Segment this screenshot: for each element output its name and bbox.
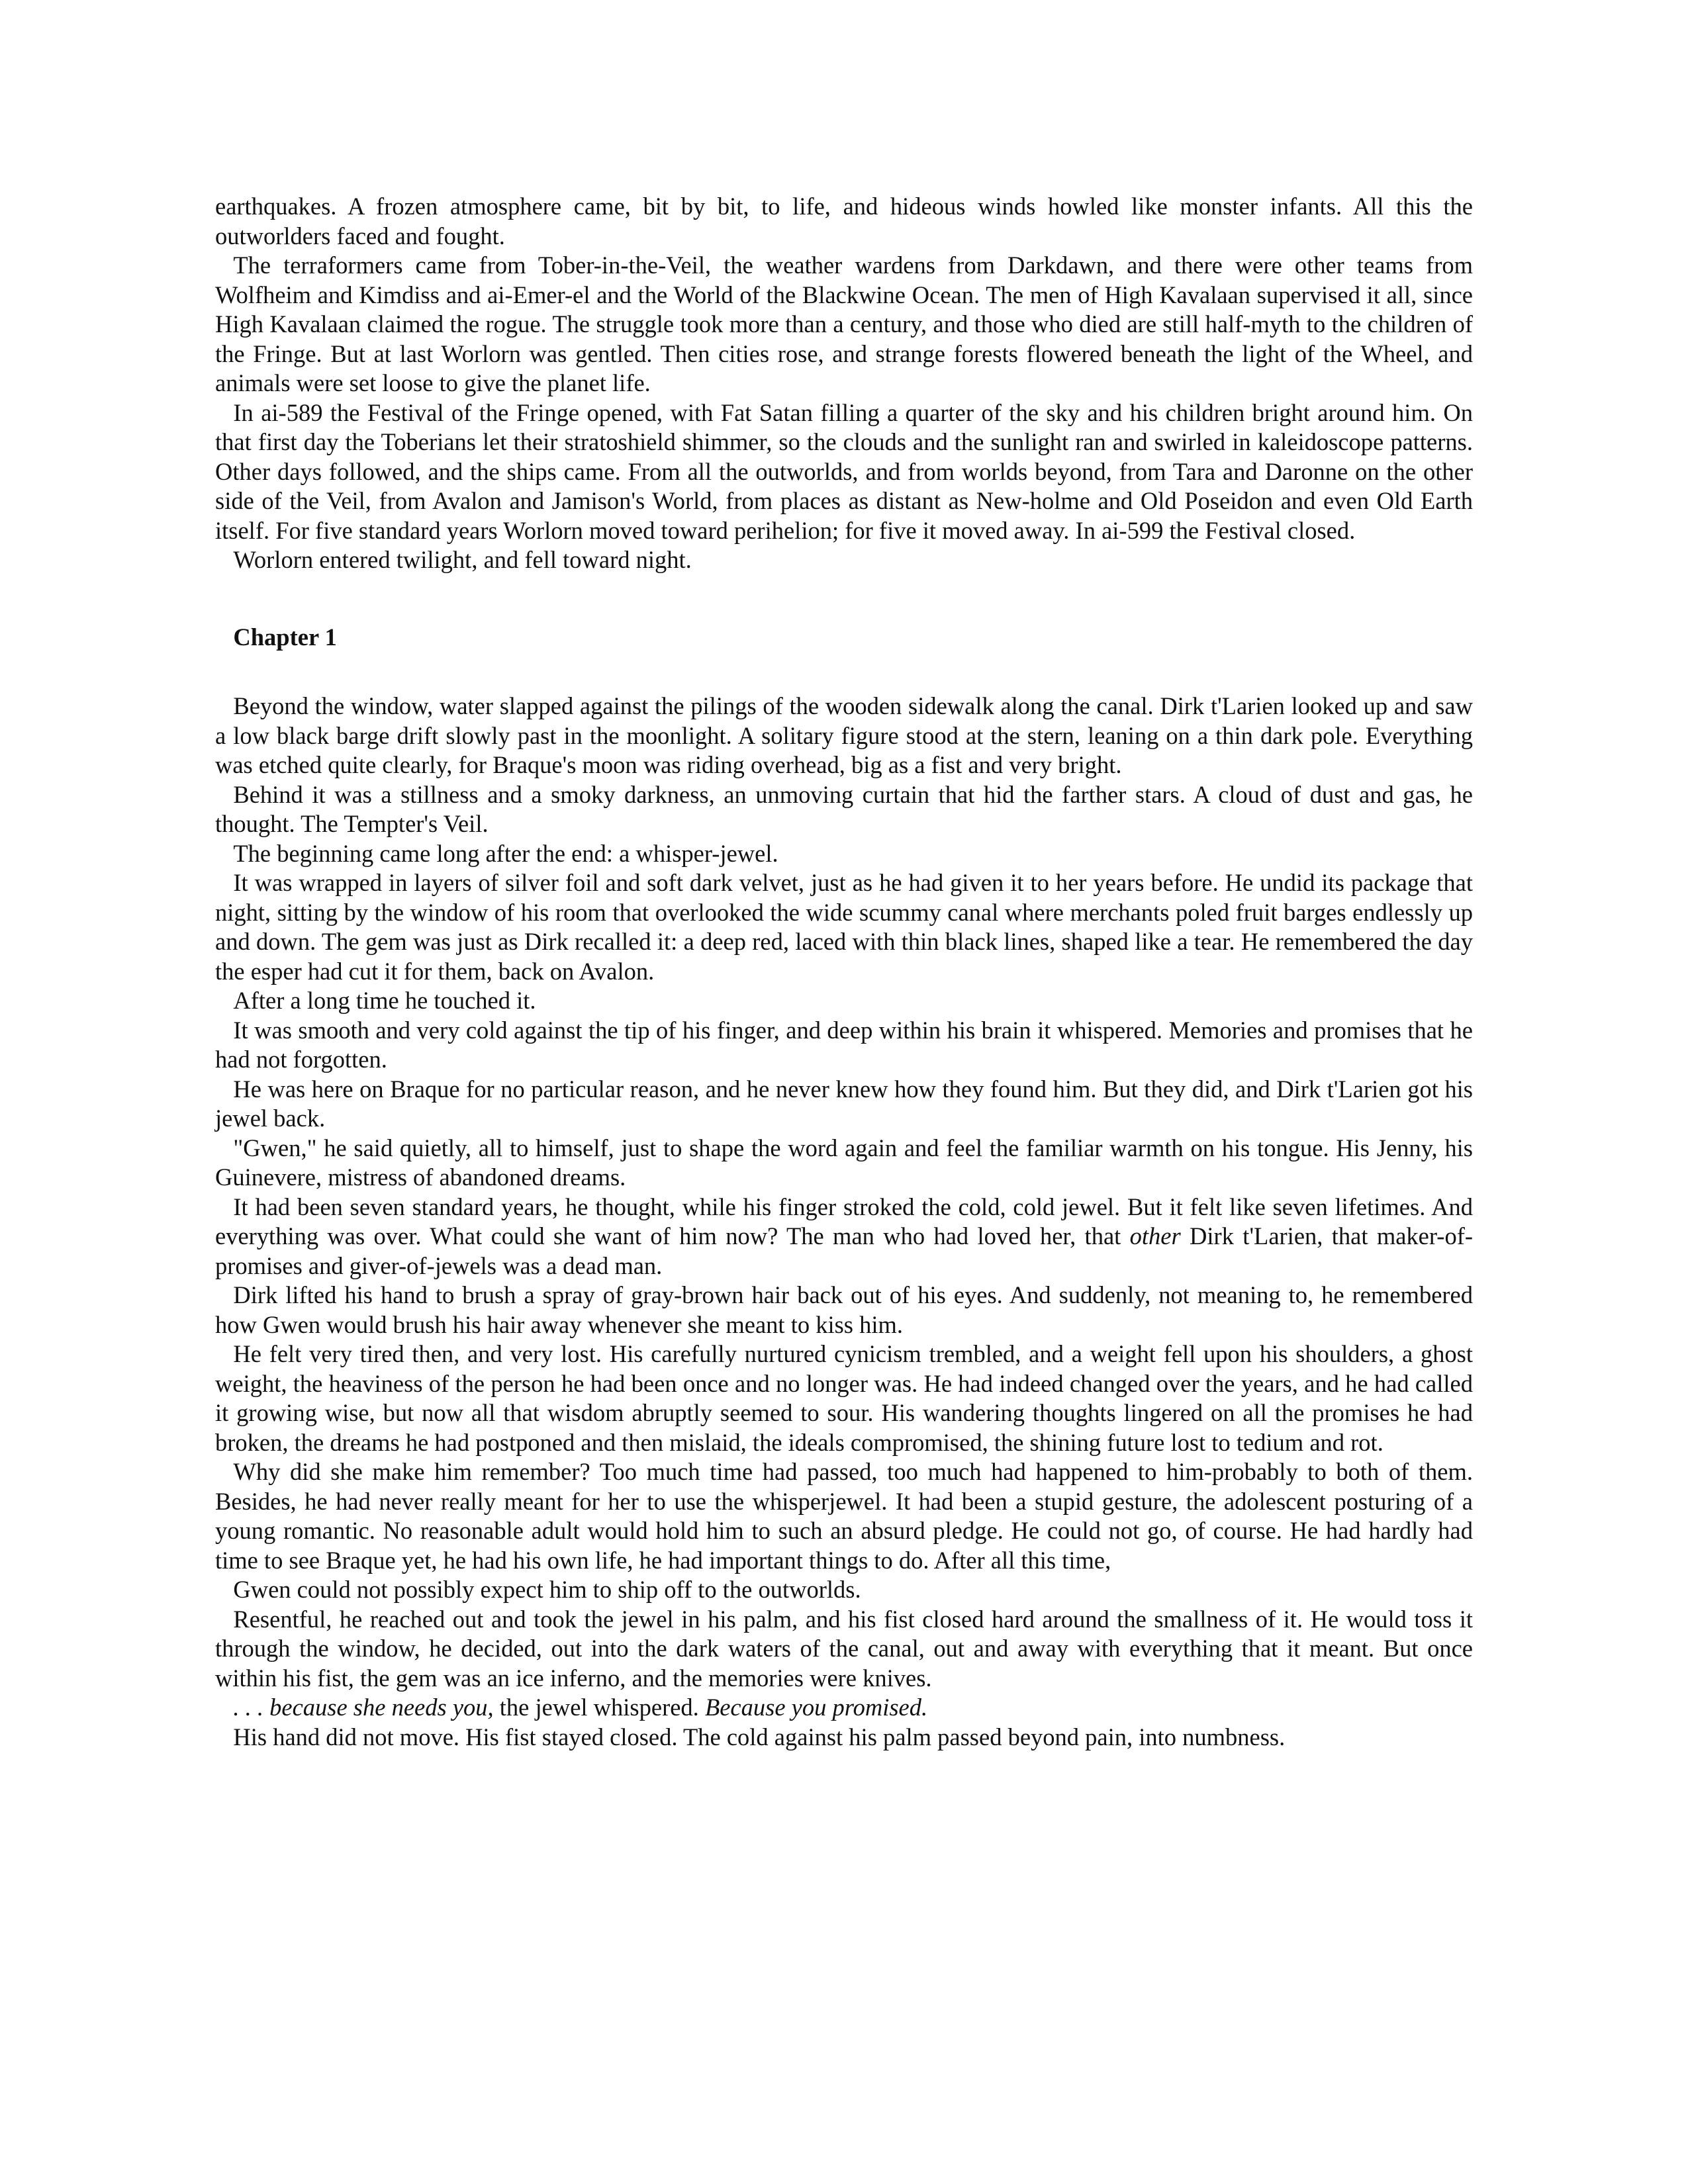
chapter-paragraph-10: Dirk lifted his hand to brush a spray of gray-brown hair back out of his eyes. And suddenly, not meaning to, he remembered how Gwen would brush his hair away whenever she meant to kiss him. <box>215 1281 1473 1338</box>
paragraph-9-text-a: It had been seven standard years, he thought, while his finger stroked the cold, cold jewel. But it felt like seven lifetimes. And everything was over. What could she want of him now? The man who had loved her, that <box>215 1193 1473 1250</box>
paragraph-15-text: the jewel whispered. <box>493 1694 705 1721</box>
paragraph-9-emphasis: other <box>1129 1222 1181 1250</box>
chapter-paragraph-13: Gwen could not possibly expect him to ship off to the outworlds. <box>233 1576 861 1603</box>
chapter-paragraph-7: He was here on Braque for no particular reason, and he never knew how they found him. But they did, and Dirk t'Larien got his jewel back. <box>215 1075 1473 1132</box>
chapter-paragraph-16: His hand did not move. His fist stayed closed. The cold against his palm passed beyond pain, into numbness. <box>233 1723 1286 1751</box>
prologue-paragraph-1: earthquakes. A frozen atmosphere came, bit by bit, to life, and hideous winds howled like monster infants. All this the outworlders faced and fought. <box>215 193 1473 250</box>
chapter-heading: Chapter 1 <box>233 623 337 651</box>
chapter-paragraph-12: Why did she make him remember? Too much time had passed, too much had happened to him-probably to both of them. Besides, he had never really meant for her to use the whisperjewel. It had been a stupid gesture, the adolescent posturing of a young romantic. No reasonable adult would hold him to such an absurd pledge. He could not go, of course. He had hardly had time to see Braque yet, he had his own life, he had important things to do. After all this time, <box>215 1458 1473 1574</box>
prologue-paragraph-4: Worlorn entered twilight, and fell toward night. <box>233 546 692 573</box>
chapter-paragraph-1: Beyond the window, water slapped against the pilings of the wooden sidewalk along the canal. Dirk t'Larien looked up and saw a low black barge drift slowly past in the moonlight. A solitary figure stood at the stern, leaning on a thin dark pole. Everything was etched quite clearly, for Braque's moon was riding overhead, big as a fist and very bright. <box>215 692 1473 778</box>
paragraph-9-text-b: Dirk t'Larien, that maker-of-promises and giver-of-jewels was a dead man. <box>215 1222 1473 1279</box>
chapter-paragraph-8: "Gwen," he said quietly, all to himself, just to shape the word again and feel the familiar warmth on his tongue. His Jenny, his Guinevere, mistress of abandoned dreams. <box>215 1134 1473 1191</box>
chapter-paragraph-4: It was wrapped in layers of silver foil and soft dark velvet, just as he had given it to her years before. He undid its package that night, sitting by the window of his room that overlooked the wide scummy canal where merchants poled fruit barges endlessly up and down. The gem was just as Dirk recalled it: a deep red, laced with thin black lines, shaped like a tear. He remembered the day the esper had cut it for them, back on Avalon. <box>215 869 1473 985</box>
chapter-paragraph-3: The beginning came long after the end: a whisper-jewel. <box>233 839 778 867</box>
paragraph-15-emphasis-1: . . . because she needs you, <box>233 1694 494 1721</box>
prologue-paragraph-2: The terraformers came from Tober-in-the-Veil, the weather wardens from Darkdawn, and there were other teams from Wolfheim and Kimdiss and ai-Emer-el and the World of the Blackwine Ocean. The men of High Kavalaan supervised it all, since High Kavalaan claimed the rogue. The struggle took more than a century, and those who died are still half-myth to the children of the Fringe. But at last Worlorn was gentled. Then cities rose, and strange forests flowered beneath the light of the Wheel, and animals were set loose to give the planet life. <box>215 251 1473 396</box>
chapter-paragraph-14: Resentful, he reached out and took the jewel in his palm, and his fist closed hard around the smallness of it. He would toss it through the window, he decided, out into the dark waters of the canal, out and away with everything that it meant. But once within his fist, the gem was an ice inferno, and the memories were knives. <box>215 1605 1473 1692</box>
book-page <box>215 192 1473 1752</box>
chapter-paragraph-15 <box>215 1693 1473 1723</box>
paragraph-15-emphasis-2: Because you promised. <box>704 1694 928 1721</box>
chapter-paragraph-6: It was smooth and very cold against the tip of his finger, and deep within his brain it whispered. Memories and promises that he had not forgotten. <box>215 1016 1473 1073</box>
chapter-paragraph-9 <box>215 1193 1473 1281</box>
chapter-paragraph-11: He felt very tired then, and very lost. His carefully nurtured cynicism trembled, and a weight fell upon his shoulders, a ghost weight, the heaviness of the person he had been once and no longer was. He had indeed changed over the years, and he had called it growing wise, but now all that wisdom abruptly seemed to sour. His wandering thoughts lingered on all the promises he had broken, the dreams he had postponed and then mislaid, the ideals compromised, the shining future lost to tedium and rot. <box>215 1340 1473 1456</box>
chapter-paragraph-5: After a long time he touched it. <box>233 987 536 1014</box>
prologue-paragraph-3: In ai-589 the Festival of the Fringe opened, with Fat Satan filling a quarter of the sky and his children bright around him. On that first day the Toberians let their stratoshield shimmer, so the clouds and the sunlight ran and swirled in kaleidoscope patterns. Other days followed, and the ships came. From all the outworlds, and from worlds beyond, from Tara and Daronne on the other side of the Veil, from Avalon and Jamison's World, from places as distant as New-holme and Old Poseidon and even Old Earth itself. For five standard years Worlorn moved toward perihelion; for five it moved away. In ai-599 the Festival closed. <box>215 398 1473 544</box>
chapter-paragraph-2: Behind it was a stillness and a smoky darkness, an unmoving curtain that hid the farther stars. A cloud of dust and gas, he thought. The Tempter's Veil. <box>215 780 1473 837</box>
